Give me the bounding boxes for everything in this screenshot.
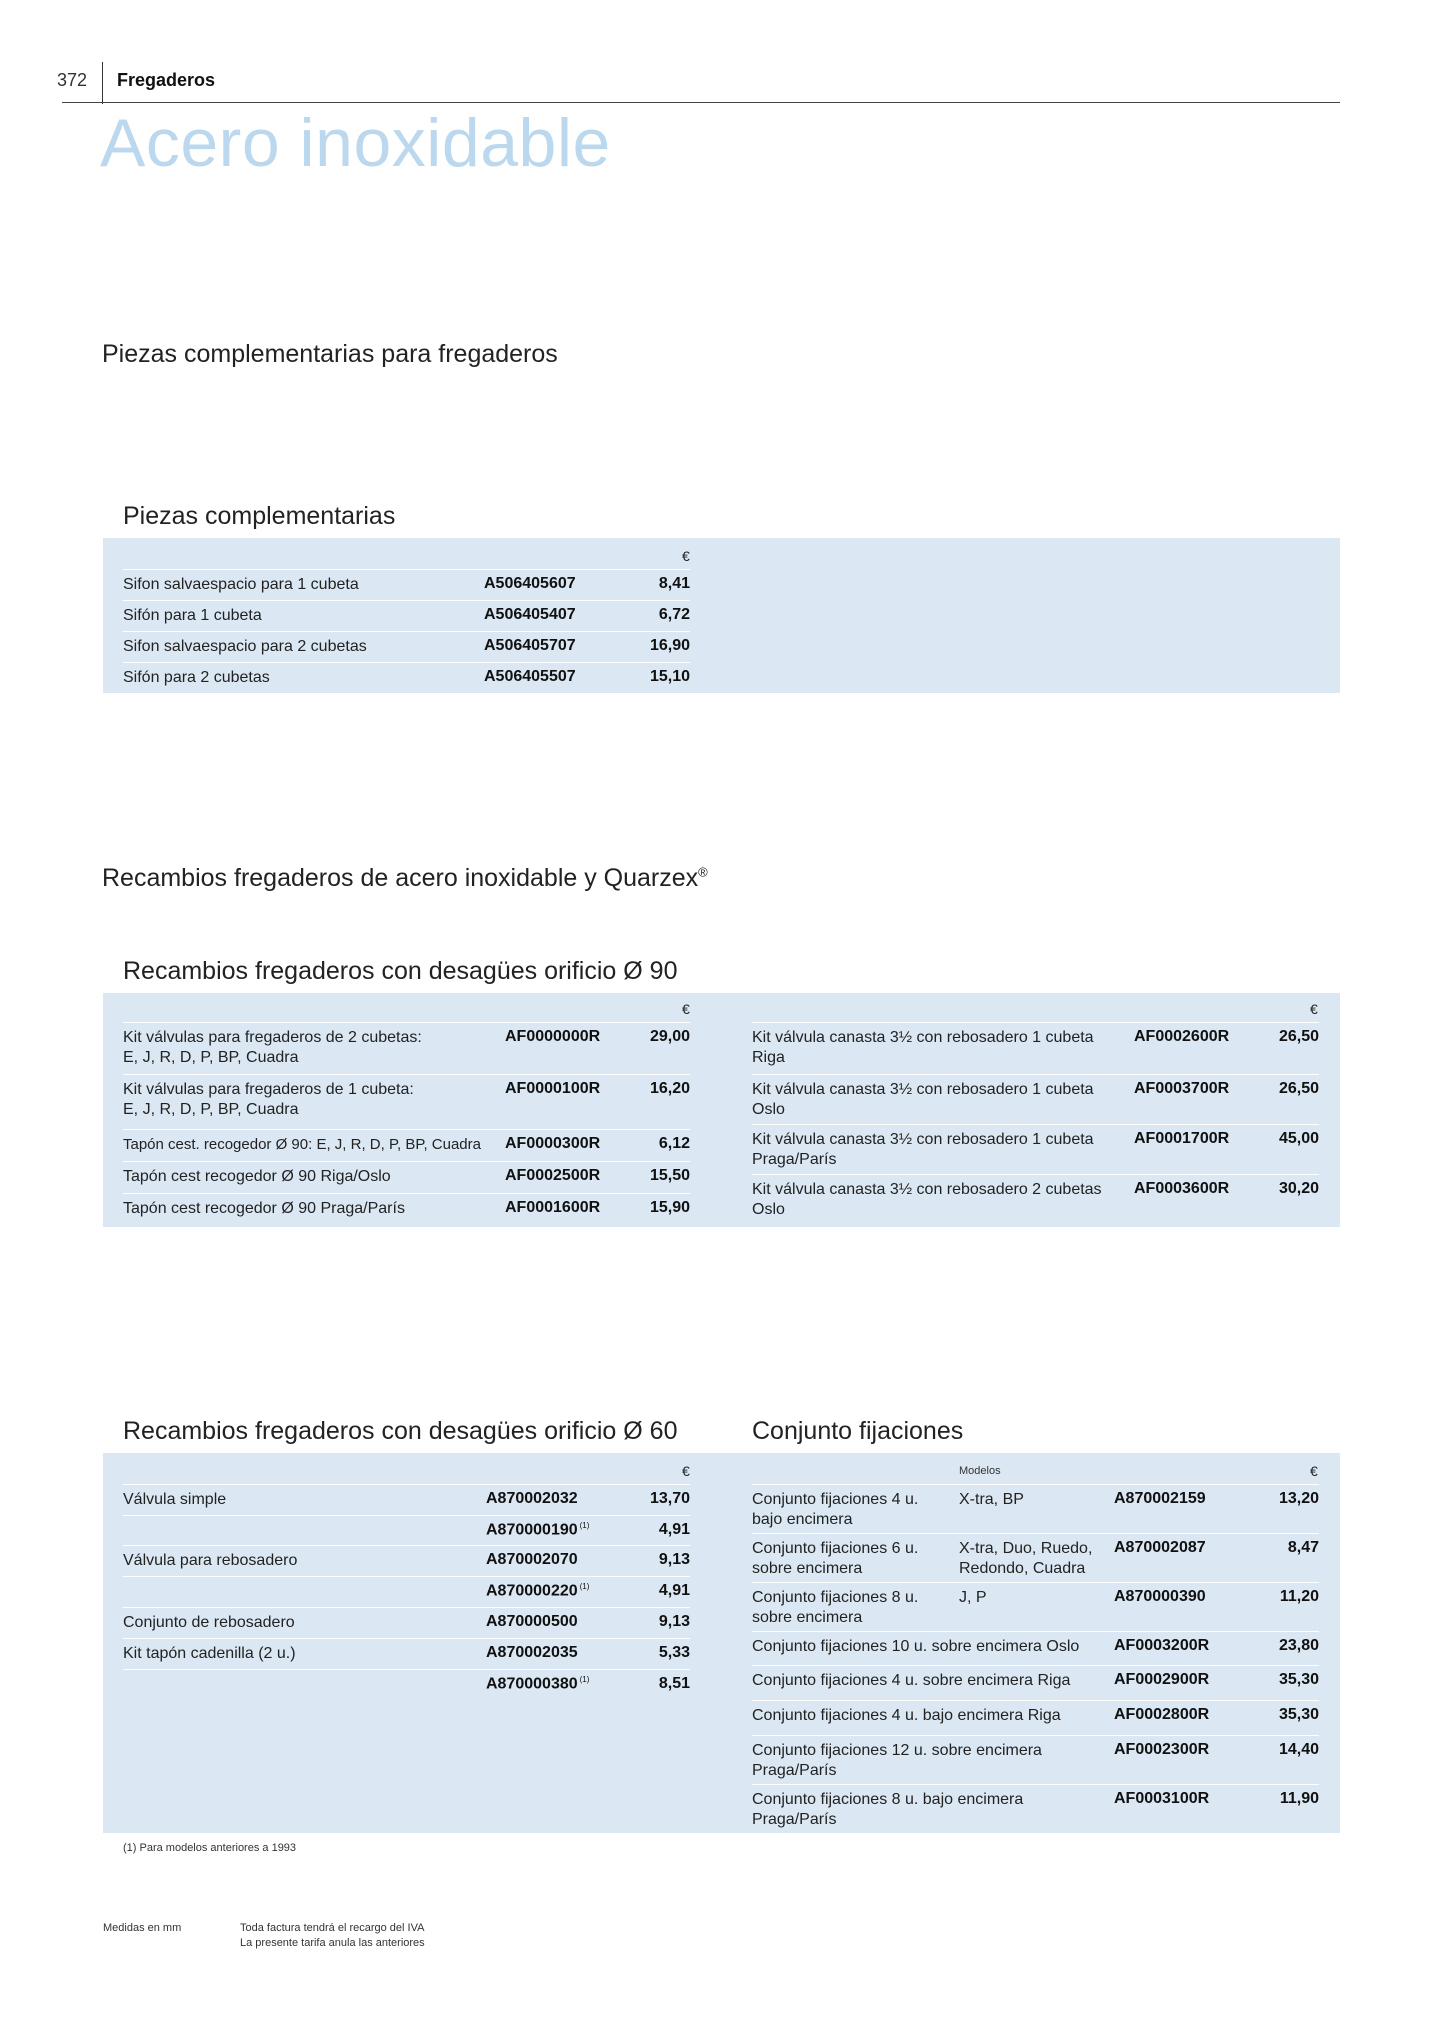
table-cell-description-line2: Praga/París: [752, 1151, 837, 1168]
table-cell-description-line2: Oslo: [752, 1201, 785, 1218]
table-cell-price: 35,30: [1278, 1706, 1319, 1723]
table-cell-description: Sifon salvaespacio para 1 cubeta: [123, 576, 359, 593]
page-title: Acero inoxidable: [100, 105, 611, 181]
table-cell-price: 11,90: [1279, 1790, 1319, 1807]
table-cell-price: 11,20: [1279, 1588, 1319, 1605]
table-cell-code: A870002087: [1114, 1539, 1206, 1556]
footnote-marker: (1): [579, 1521, 590, 1530]
row-divider: [123, 1022, 690, 1023]
table-cell-description-line2: E, J, R, D, P, BP, Cuadra: [123, 1049, 299, 1066]
table-cell-description: Kit válvula canasta 3½ con rebosadero 1 cubeta: [752, 1081, 1094, 1098]
table-cell-price: 4,91: [658, 1521, 690, 1538]
table-title-piezas: Piezas complementarias: [123, 502, 396, 530]
table-cell-description: Kit válvula canasta 3½ con rebosadero 2 cubetas: [752, 1181, 1102, 1198]
table-cell-code: A870002032: [486, 1490, 578, 1507]
models-header: Modelos: [959, 1465, 1001, 1477]
table-cell-description: Conjunto fijaciones 8 u.: [752, 1589, 919, 1606]
row-divider: [123, 1669, 690, 1670]
table-cell-price: 13,70: [649, 1490, 690, 1507]
row-divider: [752, 1784, 1319, 1785]
row-divider: [752, 1022, 1319, 1023]
row-divider: [123, 1161, 690, 1162]
table-cell-code: A506405507: [484, 668, 576, 685]
table-cell-code-wrap: [486, 1551, 578, 1569]
table-cell-description-line2: bajo encimera: [752, 1511, 853, 1528]
table-cell-code: A506405407: [484, 606, 576, 623]
table-cell-price: 26,50: [1278, 1028, 1319, 1045]
currency-label: €: [682, 548, 690, 564]
row-divider: [123, 569, 690, 570]
currency-label: €: [1310, 1001, 1318, 1017]
table-cell-code-wrap: [486, 1613, 578, 1631]
table-cell-price: 16,90: [649, 637, 690, 654]
table-title-o60: Recambios fregaderos con desagües orificio Ø 60: [123, 1417, 678, 1445]
row-divider: [123, 1193, 690, 1194]
table-cell-code-wrap: [486, 1582, 589, 1600]
table-cell-description: Sifón para 1 cubeta: [123, 607, 262, 624]
table-cell-price: 26,50: [1278, 1080, 1319, 1097]
table-cell-description: Conjunto fijaciones 4 u.: [752, 1491, 919, 1508]
table-cell-description-line2: Riga: [752, 1049, 785, 1066]
table-cell-code: AF0003100R: [1114, 1790, 1210, 1807]
table-cell-description: Kit válvula canasta 3½ con rebosadero 1 cubeta: [752, 1029, 1094, 1046]
table-cell-code-wrap: [486, 1521, 589, 1539]
table-title-fijaciones: Conjunto fijaciones: [752, 1417, 964, 1445]
table-cell-code: A870000380: [486, 1675, 578, 1693]
row-divider: [752, 1631, 1319, 1632]
row-divider: [123, 1074, 690, 1075]
section-name: Fregaderos: [117, 70, 216, 90]
table-cell-code: A870000390: [1114, 1588, 1206, 1605]
table-cell-description: Conjunto fijaciones 4 u. bajo encimera Riga: [752, 1707, 1061, 1724]
row-divider: [123, 1607, 690, 1608]
footer-units: Medidas en mm: [103, 1922, 182, 1934]
table-cell-code: A870000220: [486, 1582, 578, 1600]
table-piezas: [103, 538, 1340, 693]
table-cell-code: AF0002900R: [1114, 1671, 1210, 1688]
row-divider: [123, 1576, 690, 1577]
row-divider: [123, 1515, 690, 1516]
table-cell-code-wrap: [486, 1490, 578, 1508]
table-cell-price: 8,51: [658, 1675, 690, 1692]
table-cell-price: 16,20: [649, 1080, 690, 1097]
table-cell-code: A870002070: [486, 1551, 578, 1568]
table-cell-price: 8,41: [658, 575, 690, 592]
registered-mark: ®: [698, 864, 708, 880]
footer-note-iva: Toda factura tendrá el recargo del IVA: [240, 1922, 425, 1934]
table-cell-code: A506405607: [484, 575, 576, 592]
table-cell-price: 6,72: [658, 606, 690, 623]
table-cell-description: Válvula para rebosadero: [123, 1552, 298, 1569]
footnote-marker: (1): [579, 1582, 590, 1591]
row-divider: [123, 1129, 690, 1130]
table-cell-description: Tapón cest recogedor Ø 90 Praga/París: [123, 1200, 405, 1217]
table-cell-models: J, P: [959, 1589, 987, 1606]
table-cell-models: X-tra, BP: [959, 1491, 1024, 1508]
table-cell-description-line2: Oslo: [752, 1101, 785, 1118]
table-cell-code: A506405707: [484, 637, 576, 654]
table-cell-code: AF0003600R: [1134, 1180, 1230, 1197]
table-cell-code: AF0002800R: [1114, 1706, 1210, 1723]
table-cell-description: Conjunto fijaciones 10 u. sobre encimera Oslo: [752, 1638, 1080, 1655]
row-divider: [123, 631, 690, 632]
row-divider: [752, 1665, 1319, 1666]
table-cell-code: A870002159: [1114, 1490, 1206, 1507]
table-cell-description: Kit válvulas para fregaderos de 1 cubeta:: [123, 1081, 414, 1098]
table-cell-price: 29,00: [649, 1028, 690, 1045]
row-divider: [123, 1545, 690, 1546]
table-cell-code: AF0000000R: [505, 1028, 601, 1045]
table-cell-code: A870002035: [486, 1644, 578, 1661]
table-cell-description: Conjunto fijaciones 6 u.: [752, 1540, 919, 1557]
table-cell-models-line2: Redondo, Cuadra: [959, 1560, 1086, 1577]
row-divider: [752, 1074, 1319, 1075]
table-cell-description: Kit válvula canasta 3½ con rebosadero 1 cubeta: [752, 1131, 1094, 1148]
row-divider: [752, 1484, 1319, 1485]
table-cell-description: Sifon salvaespacio para 2 cubetas: [123, 638, 367, 655]
footnote: (1) Para modelos anteriores a 1993: [123, 1842, 297, 1854]
table-cell-description: Válvula simple: [123, 1491, 227, 1508]
row-divider: [123, 1484, 690, 1485]
table-cell-price: 15,50: [649, 1167, 690, 1184]
row-divider: [752, 1533, 1319, 1534]
table-cell-code: AF0000100R: [505, 1080, 601, 1097]
table-title-o90: Recambios fregaderos con desagües orificio Ø 90: [123, 957, 678, 985]
page-number: 372: [57, 70, 88, 90]
header-divider: [102, 62, 103, 104]
table-cell-price: 30,20: [1278, 1180, 1319, 1197]
table-cell-price: 4,91: [658, 1582, 690, 1599]
table-cell-description-line2: sobre encimera: [752, 1609, 863, 1626]
table-cell-code: AF0001600R: [505, 1199, 601, 1216]
row-divider: [123, 662, 690, 663]
table-cell-price: 5,33: [658, 1644, 690, 1661]
row-divider: [752, 1174, 1319, 1175]
footer-note-tarifa: La presente tarifa anula las anteriores: [240, 1937, 425, 1949]
table-cell-price: 8,47: [1287, 1539, 1319, 1556]
table-cell-description-line2: Praga/París: [752, 1811, 837, 1828]
currency-label: €: [682, 1463, 690, 1479]
table-cell-price: 6,12: [658, 1135, 690, 1152]
table-cell-description: Conjunto fijaciones 4 u. sobre encimera Riga: [752, 1672, 1071, 1689]
table-cell-code: A870000500: [486, 1613, 578, 1630]
table-cell-code: AF0000300R: [505, 1135, 601, 1152]
table-cell-description: Conjunto fijaciones 12 u. sobre encimera: [752, 1742, 1042, 1759]
table-cell-description: Conjunto fijaciones 8 u. bajo encimera: [752, 1791, 1024, 1808]
table-cell-price: 9,13: [658, 1613, 690, 1630]
table-cell-description: Kit tapón cadenilla (2 u.): [123, 1645, 296, 1662]
table-cell-price: 23,80: [1278, 1637, 1319, 1654]
section-heading-recambios: [102, 864, 708, 893]
row-divider: [123, 1638, 690, 1639]
table-cell-code-wrap: [486, 1644, 578, 1662]
table-cell-code: AF0003200R: [1114, 1637, 1210, 1654]
table-cell-code: AF0002300R: [1114, 1741, 1210, 1758]
footnote-marker: (1): [579, 1675, 590, 1684]
table-cell-description-line2: sobre encimera: [752, 1560, 863, 1577]
table-cell-description-line2: E, J, R, D, P, BP, Cuadra: [123, 1101, 299, 1118]
table-cell-code: A870000190: [486, 1521, 578, 1539]
table-cell-code: AF0003700R: [1134, 1080, 1230, 1097]
section-heading-recambios-text: Recambios fregaderos de acero inoxidable y Quarzex: [102, 864, 699, 892]
currency-label: €: [682, 1001, 690, 1017]
header-rule: [62, 102, 1340, 103]
table-cell-description: Kit válvulas para fregaderos de 2 cubetas:: [123, 1029, 422, 1046]
table-cell-price: 13,20: [1278, 1490, 1319, 1507]
table-cell-description: Conjunto de rebosadero: [123, 1614, 295, 1631]
table-cell-description: Tapón cest. recogedor Ø 90: E, J, R, D, P, BP, Cuadra: [123, 1136, 481, 1153]
currency-label: €: [1310, 1463, 1318, 1479]
table-cell-description: Tapón cest recogedor Ø 90 Riga/Oslo: [123, 1168, 391, 1185]
table-cell-code: AF0002600R: [1134, 1028, 1230, 1045]
table-cell-price: 14,40: [1278, 1741, 1319, 1758]
row-divider: [752, 1735, 1319, 1736]
row-divider: [123, 600, 690, 601]
table-cell-price: 35,30: [1278, 1671, 1319, 1688]
table-cell-code: AF0002500R: [505, 1167, 601, 1184]
table-cell-code-wrap: [486, 1675, 589, 1693]
row-divider: [752, 1700, 1319, 1701]
row-divider: [752, 1124, 1319, 1125]
row-divider: [752, 1582, 1319, 1583]
table-cell-price: 9,13: [658, 1551, 690, 1568]
table-cell-price: 45,00: [1278, 1130, 1319, 1147]
table-cell-models: X-tra, Duo, Ruedo,: [959, 1540, 1093, 1557]
table-cell-description: Sifón para 2 cubetas: [123, 669, 270, 686]
table-cell-price: 15,90: [649, 1199, 690, 1216]
table-cell-code: AF0001700R: [1134, 1130, 1230, 1147]
table-cell-price: 15,10: [649, 668, 690, 685]
section-heading-piezas: Piezas complementarias para fregaderos: [102, 340, 558, 368]
table-cell-description-line2: Praga/París: [752, 1762, 837, 1779]
